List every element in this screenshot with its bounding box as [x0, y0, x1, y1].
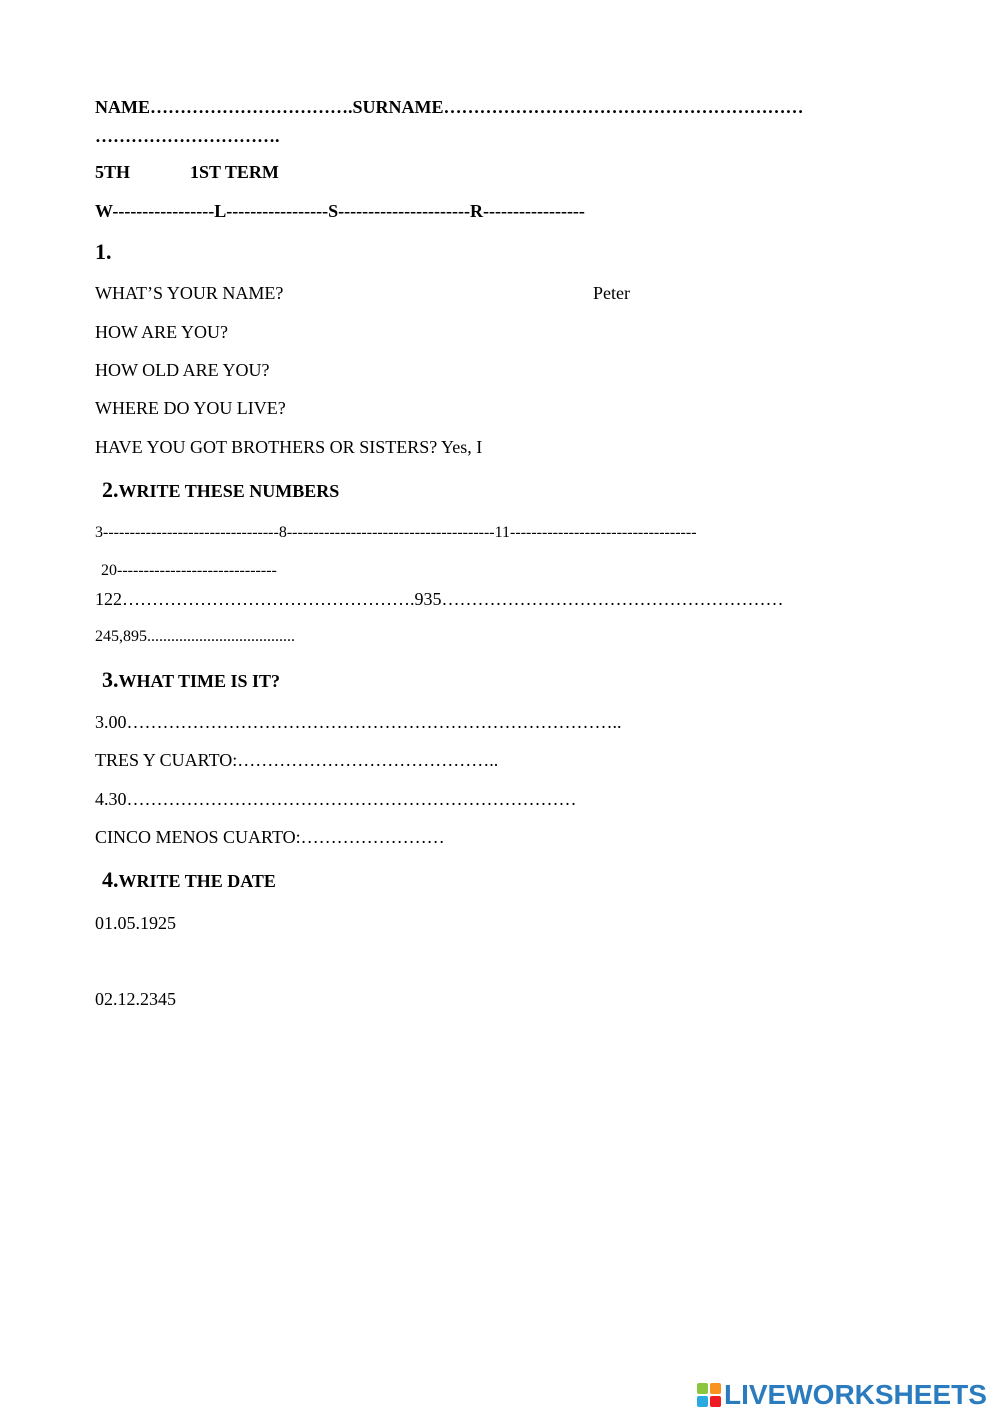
section2-heading [102, 477, 340, 502]
numbers-line-3: 122………………………………………….935………………………………………………… [95, 589, 784, 609]
section3-title: WHAT TIME IS IT? [118, 671, 281, 691]
logo-square-green [697, 1383, 708, 1394]
section4-number: 4. [102, 867, 119, 892]
numbers-line-1: 3---------------------------------8---------------------------------------11----------------------------------- [95, 524, 697, 541]
section2-number: 2. [102, 477, 119, 502]
date-item-1: 01.05.1925 [95, 913, 176, 933]
section2-title: WRITE THESE NUMBERS [118, 481, 340, 501]
liveworksheets-logo-icon [697, 1383, 721, 1407]
section4-title: WRITE THE DATE [118, 871, 276, 891]
question-how-are-you: HOW ARE YOU? [95, 322, 228, 342]
time-item-4: CINCO MENOS CUARTO:…………………… [95, 827, 445, 847]
question-siblings: HAVE YOU GOT BROTHERS OR SISTERS? Yes, I [95, 437, 483, 457]
section4-heading [102, 867, 276, 892]
time-item-2: TRES Y CUARTO:…………………………………….. [95, 750, 499, 770]
numbers-line-4: 245,895..................................... [95, 628, 295, 645]
numbers-line-2: 20------------------------------ [101, 562, 277, 579]
logo-square-blue [697, 1396, 708, 1407]
section3-number: 3. [102, 667, 119, 692]
logo-square-red [710, 1396, 721, 1407]
name-line-continuation: …………………………. [95, 126, 280, 146]
date-item-2: 02.12.2345 [95, 989, 176, 1009]
section3-heading [102, 667, 281, 692]
time-item-1: 3.00……………………………………………………………………….. [95, 712, 622, 732]
example-answer: Peter [593, 283, 630, 303]
section1-heading [95, 239, 112, 264]
question-name: WHAT’S YOUR NAME? [95, 283, 284, 303]
liveworksheets-logo [697, 1380, 987, 1410]
section1-number: 1. [95, 239, 112, 264]
logo-text: LIVEWORKSHEETS [724, 1379, 987, 1410]
name-surname-line: NAME…………………………….SURNAME…………………………………………………… [95, 97, 804, 117]
logo-square-orange [710, 1383, 721, 1394]
term-label: 1ST TERM [190, 162, 279, 182]
time-item-3: 4.30………………………………………………………………… [95, 789, 577, 809]
grade-label: 5TH [95, 162, 131, 182]
question-live: WHERE DO YOU LIVE? [95, 398, 286, 418]
skills-line: W-----------------L-----------------S----------------------R----------------- [95, 201, 585, 221]
question-age: HOW OLD ARE YOU? [95, 360, 270, 380]
